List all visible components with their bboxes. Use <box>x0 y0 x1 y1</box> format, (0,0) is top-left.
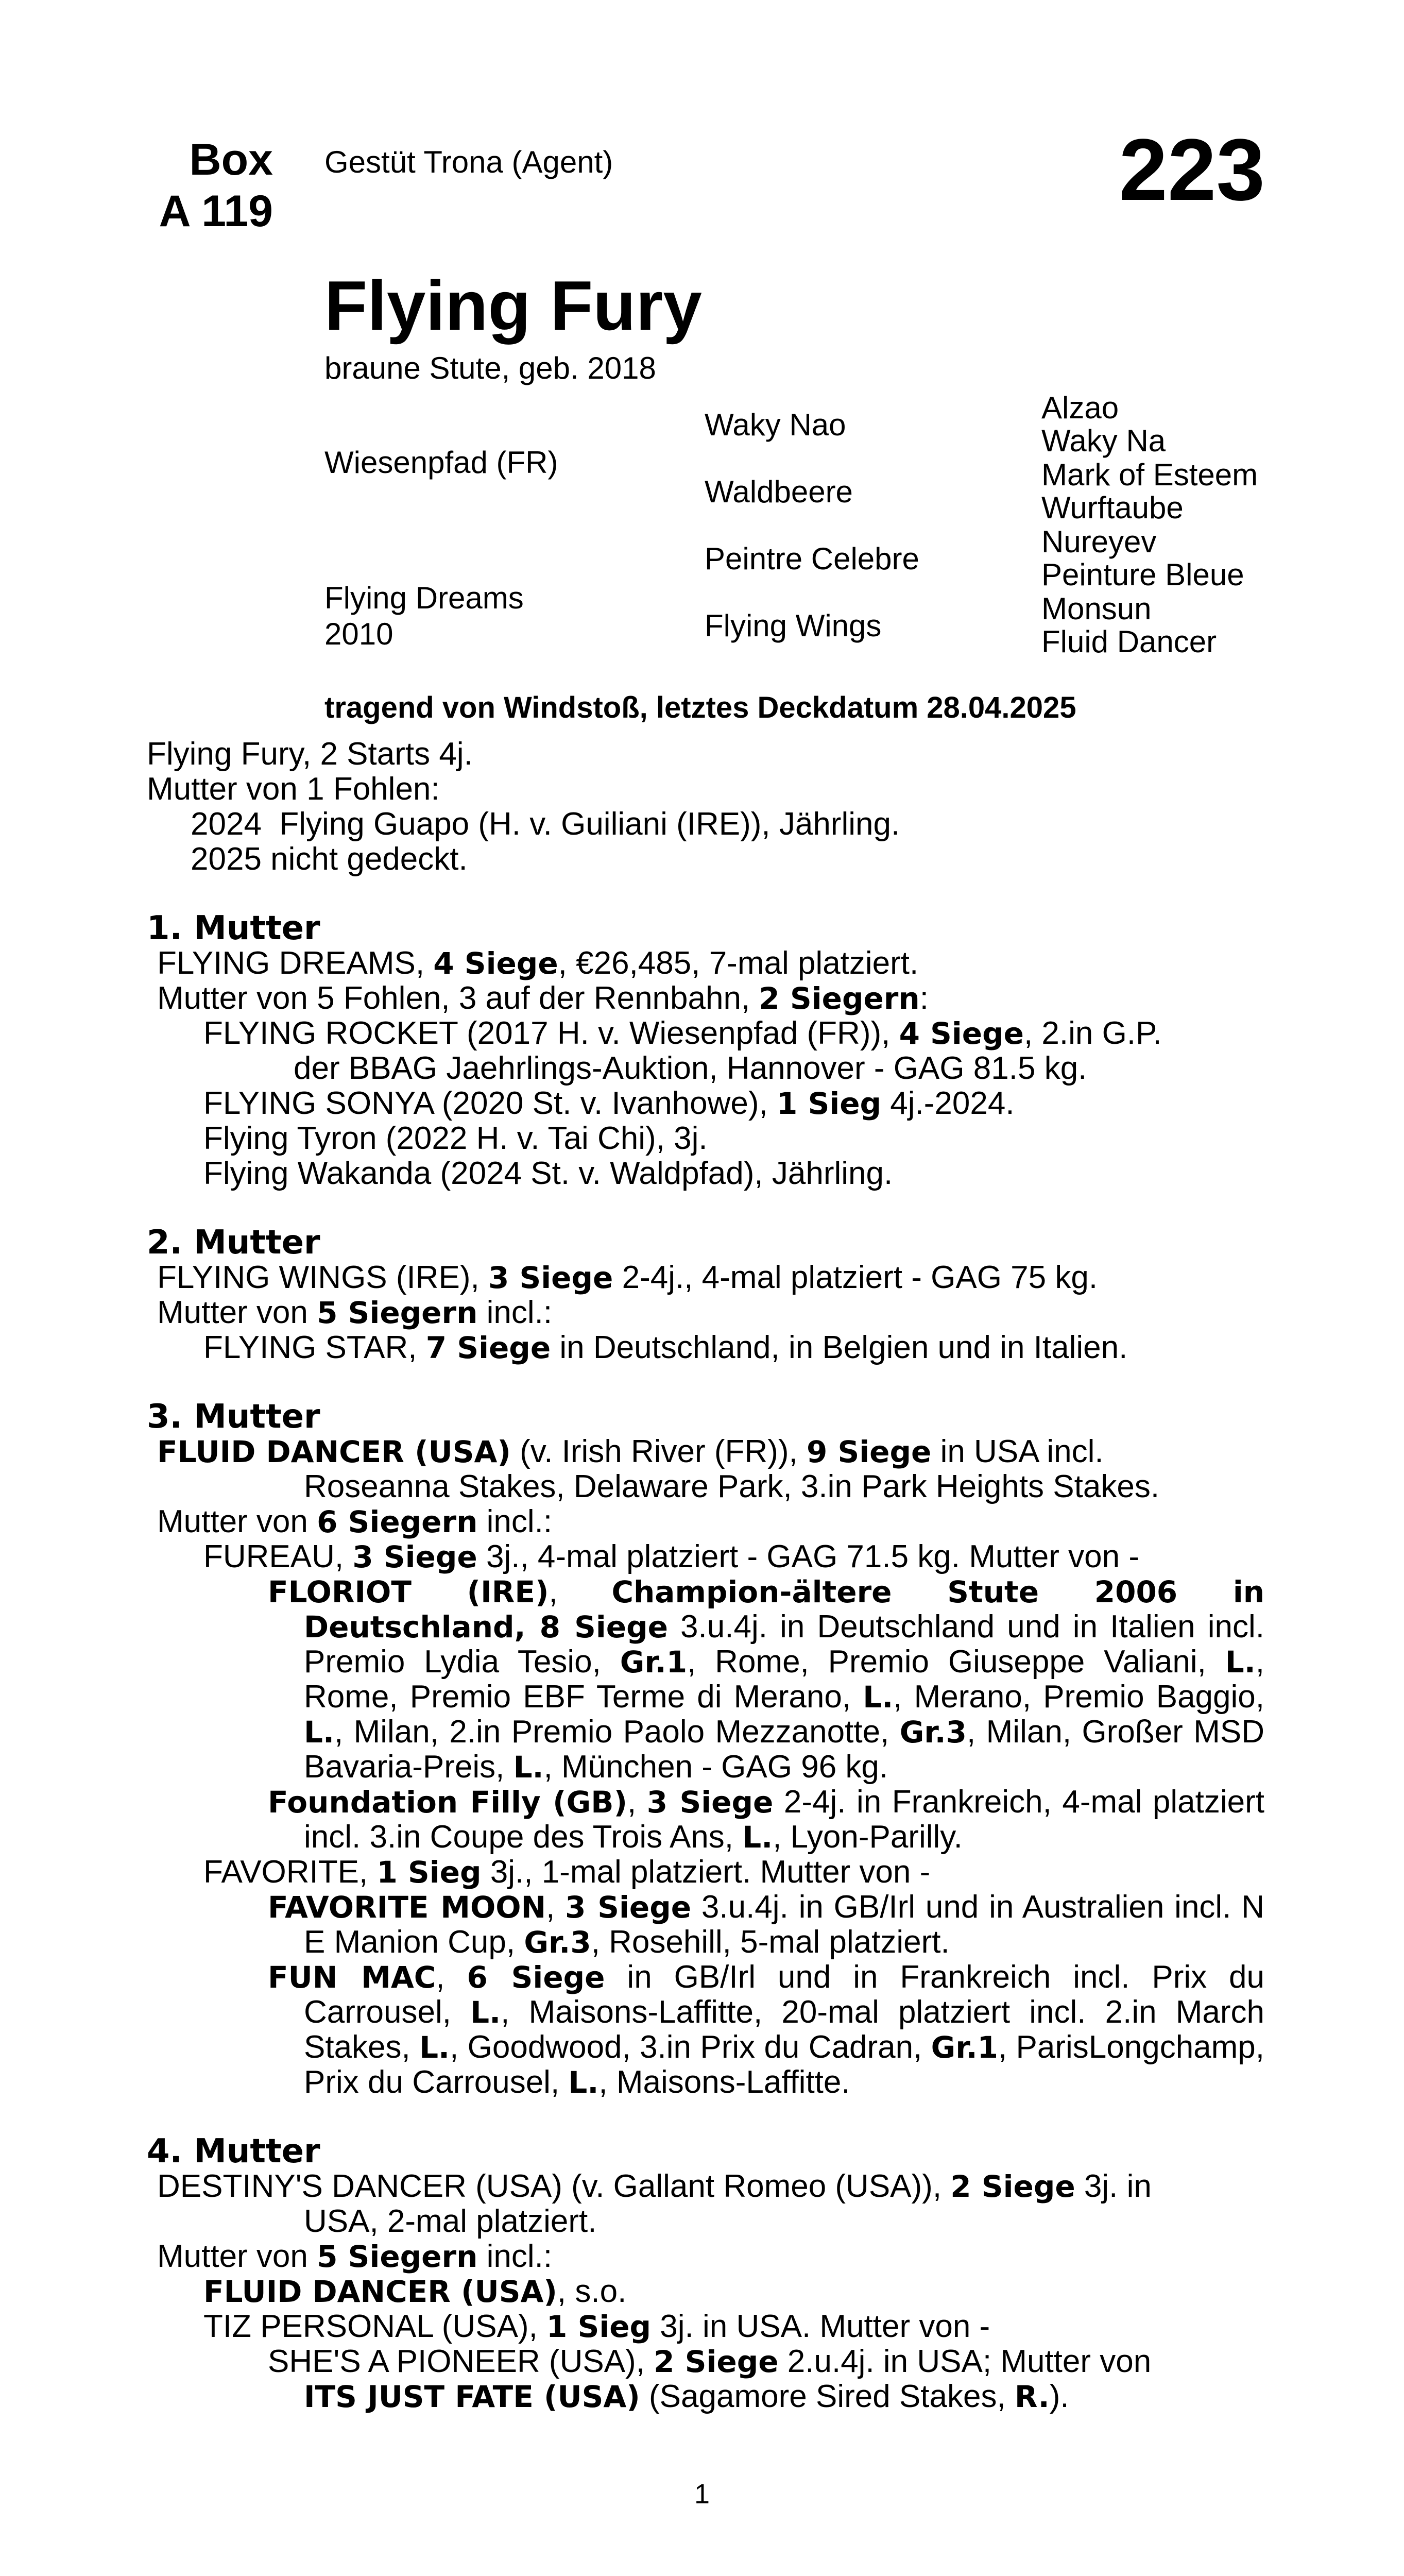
pedigree-gd-4: Wurftaube <box>1041 490 1184 525</box>
pedigree-sire-dam: Waldbeere <box>705 474 853 509</box>
produce-line: 2025 nicht gedeckt. <box>191 841 468 877</box>
section-heading-dam2: 2. Mutter <box>147 1224 320 1262</box>
horse-description: braune Stute, geb. 2018 <box>324 351 656 385</box>
grandfoal-entry: SHE'S A PIONEER (USA), 2 Siege 2.u.4j. in USA; Mutter von <box>268 2344 1152 2379</box>
horse-name: Flying Fury <box>324 266 702 345</box>
box-label-block <box>124 134 273 237</box>
foal-entry: TIZ PERSONAL (USA), 1 Sieg 3j. in USA. Mutter von - <box>203 2309 990 2344</box>
pedigree-gd-5: Nureyev <box>1041 524 1157 559</box>
section-heading-dam4: 4. Mutter <box>147 2132 320 2171</box>
section-heading-dam3: 3. Mutter <box>147 1398 320 1436</box>
dam-produce-summary: Mutter von 6 Siegern incl.: <box>157 1504 553 1539</box>
foal-entry-cont: der BBAG Jaehrlings-Auktion, Hannover - GAG 81.5 kg. <box>294 1050 1087 1086</box>
lot-number: 223 <box>1119 121 1265 219</box>
dam-produce-summary: Mutter von 5 Siegern incl.: <box>157 2239 553 2274</box>
box-label: Box <box>189 135 273 184</box>
foal-entry: FLUID DANCER (USA), s.o. <box>203 2274 627 2309</box>
section-heading-dam1: 1. Mutter <box>147 909 320 947</box>
foal-entry: FUREAU, 3 Siege 3j., 4-mal platziert - GAG 71.5 kg. Mutter von - <box>203 1539 1139 1574</box>
produce-line: Flying Fury, 2 Starts 4j. <box>147 736 473 772</box>
pedigree-gd-2: Waky Na <box>1041 423 1166 458</box>
pedigree-gd-1: Alzao <box>1041 391 1119 425</box>
dam-record-cont: USA, 2-mal platziert. <box>304 2204 597 2239</box>
produce-line: 2024 Flying Guapo (H. v. Guiliani (IRE)), Jährling. <box>191 806 900 842</box>
foal-entry: FLYING SONYA (2020 St. v. Ivanhowe), 1 Sieg 4j.-2024. <box>203 1086 1015 1121</box>
pedigree-dam: Flying Dreams <box>324 581 524 615</box>
dam-record: FLYING DREAMS, 4 Siege, €26,485, 7-mal platziert. <box>157 945 919 981</box>
foal-entry: Flying Wakanda (2024 St. v. Waldpfad), Jährling. <box>203 1156 893 1191</box>
consignor: Gestüt Trona (Agent) <box>324 145 613 179</box>
produce-line: Mutter von 1 Fohlen: <box>147 771 440 807</box>
pedigree-gd-7: Monsun <box>1041 591 1152 626</box>
pedigree-dam-sire: Peintre Celebre <box>705 541 919 576</box>
page-number: 1 <box>694 2479 710 2510</box>
dam-record: FLYING WINGS (IRE), 3 Siege 2-4j., 4-mal platziert - GAG 75 kg. <box>157 1260 1098 1295</box>
great-grandfoal-entry: ITS JUST FATE (USA) (Sagamore Sired Stakes, R.). <box>304 2379 1069 2414</box>
dam-produce-summary: Mutter von 5 Siegern incl.: <box>157 1295 553 1330</box>
pedigree-dam-year: 2010 <box>324 617 393 651</box>
dam-record: DESTINY'S DANCER (USA) (v. Gallant Romeo (USA)), 2 Siege 3j. in <box>157 2168 1152 2204</box>
pedigree-gd-3: Mark of Esteem <box>1041 457 1258 492</box>
foal-entry: FAVORITE, 1 Sieg 3j., 1-mal platziert. Mutter von - <box>203 1854 931 1890</box>
grandfoal-entry-foundation: Foundation Filly (GB), 3 Siege 2-4j. in Frankreich, 4-mal platziert incl. 3.in Coupe des Trois Ans, L., Lyon-Parilly. <box>268 1784 1264 1855</box>
grandfoal-entry-floriot: FLORIOT (IRE), Champion-ältere Stute 2006 in Deutschland, 8 Siege 3.u.4j. in Deutschland und in Italien incl. Premio Lydia Tesio, Gr.1, Rome, Premio Giuseppe Valiani, L., Rome, Premio EBF Terme di Merano, L., Merano, Premio Baggio, L., Milan, 2.in Premio Paolo Mezzanotte, Gr.3, Milan, Großer MSD Bavaria-Preis, L., München - GAG 96 kg. <box>268 1574 1265 1785</box>
pedigree-gd-8: Fluid Dancer <box>1041 624 1217 659</box>
pedigree-gd-6: Peinture Bleue <box>1041 557 1244 592</box>
pedigree-dam-dam: Flying Wings <box>705 608 882 643</box>
grandfoal-entry-fun-mac: FUN MAC, 6 Siege in GB/Irl und in Frankreich incl. Prix du Carrousel, L., Maisons-Laffitte, 20-mal platziert incl. 2.in March Stakes, L., Goodwood, 3.in Prix du Cadran, Gr.1, ParisLongchamp, Prix du Carrousel, L., Maisons-Laffitte. <box>268 1959 1265 2100</box>
covering-info: tragend von Windstoß, letztes Deckdatum 28.04.2025 <box>324 691 1076 724</box>
dam-record: FLUID DANCER (USA) (v. Irish River (FR)), 9 Siege in USA incl. <box>157 1434 1104 1469</box>
pedigree-sire: Wiesenpfad (FR) <box>324 445 558 480</box>
foal-entry: FLYING STAR, 7 Siege in Deutschland, in Belgien und in Italien. <box>203 1330 1128 1365</box>
foal-entry: FLYING ROCKET (2017 H. v. Wiesenpfad (FR)), 4 Siege, 2.in G.P. <box>203 1015 1162 1051</box>
catalogue-body <box>147 737 1264 2414</box>
dam-record-cont: Roseanna Stakes, Delaware Park, 3.in Park Heights Stakes. <box>304 1469 1160 1504</box>
box-number: A 119 <box>159 187 273 236</box>
dam-produce-summary: Mutter von 5 Fohlen, 3 auf der Rennbahn, 2 Siegern: <box>157 980 929 1016</box>
grandfoal-entry-favorite-moon: FAVORITE MOON, 3 Siege 3.u.4j. in GB/Irl und in Australien incl. N E Manion Cup, Gr.3, Rosehill, 5-mal platziert. <box>268 1889 1264 1960</box>
pedigree-sire-sire: Waky Nao <box>705 408 846 442</box>
foal-entry: Flying Tyron (2022 H. v. Tai Chi), 3j. <box>203 1121 708 1156</box>
